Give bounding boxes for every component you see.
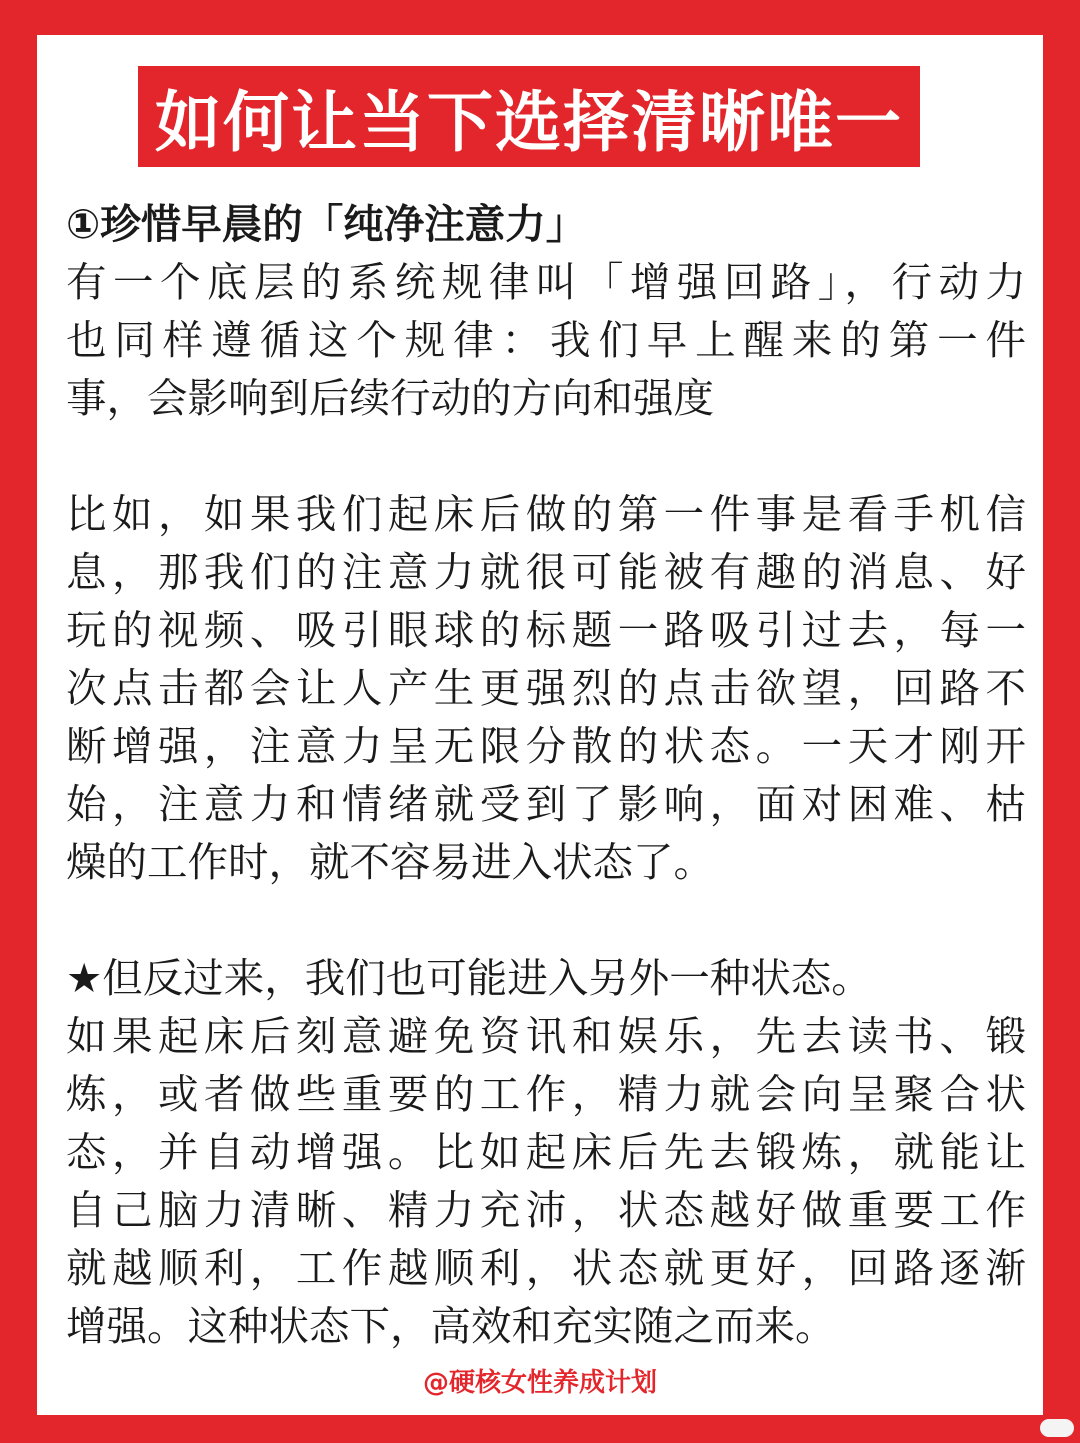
section-heading: ①珍惜早晨的「纯净注意力」 xyxy=(66,200,587,248)
text-line: 炼，或者做些重要的工作，精力就会向呈聚合状 xyxy=(66,1070,1026,1118)
paragraph-3 xyxy=(66,949,1026,1355)
text-line: 次点击都会让人产生更强烈的点击欲望，回路不 xyxy=(66,664,1026,712)
page-title: 如何让当下选择清晰唯一 xyxy=(155,84,903,161)
text-line: 增强。这种状态下，高效和充实随之而来。 xyxy=(66,1302,836,1350)
text-line: 有一个底层的系统规律叫「增强回路」，行动力 xyxy=(66,258,1026,306)
content-card xyxy=(37,35,1043,1415)
text-line: 息，那我们的注意力就很可能被有趣的消息、好 xyxy=(66,548,1026,596)
paragraph-spacer xyxy=(66,891,1026,949)
author-watermark: @硬核女性养成计划 xyxy=(422,1368,657,1398)
text-line: 自己脑力清晰、精力充沛，状态越好做重要工作 xyxy=(66,1186,1026,1234)
article-body xyxy=(66,195,1026,1355)
text-line: 比如，如果我们起床后做的第一件事是看手机信 xyxy=(66,490,1026,538)
text-line: 也同样遵循这个规律：我们早上醒来的第一件 xyxy=(66,316,1026,364)
title-banner xyxy=(138,66,920,167)
text-line: 始，注意力和情绪就受到了影响，面对困难、枯 xyxy=(66,780,1026,828)
text-line: 如果起床后刻意避免资讯和娱乐，先去读书、锻 xyxy=(66,1012,1026,1060)
text-line: 燥的工作时，就不容易进入状态了。 xyxy=(66,838,714,886)
platform-logo-icon xyxy=(1040,1419,1074,1437)
text-line: ★但反过来，我们也可能进入另外一种状态。 xyxy=(66,954,872,1002)
text-line: 玩的视频、吸引眼球的标题一路吸引过去，每一 xyxy=(66,606,1026,654)
text-line: 态，并自动增强。比如起床后先去锻炼，就能让 xyxy=(66,1128,1026,1176)
paragraph-spacer xyxy=(66,427,1026,485)
paragraph-1 xyxy=(66,253,1026,427)
paragraph-2 xyxy=(66,485,1026,891)
text-line: 就越顺利，工作越顺利，状态就更好，回路逐渐 xyxy=(66,1244,1026,1292)
text-line: 事，会影响到后续行动的方向和强度 xyxy=(66,374,714,422)
text-line: 断增强，注意力呈无限分散的状态。一天才刚开 xyxy=(66,722,1026,770)
